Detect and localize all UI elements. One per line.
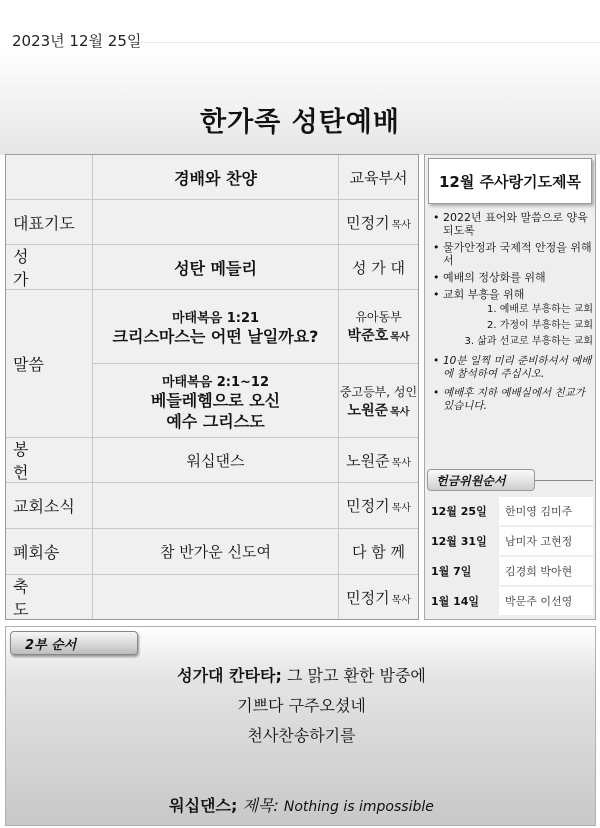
leader-title: 목사: [391, 503, 411, 514]
page-title: 한가족 성탄예배: [200, 107, 400, 138]
order-leader: [339, 483, 418, 528]
second-service-title: 2부 순서: [10, 631, 138, 655]
order-leader: 다 함 께: [351, 543, 405, 561]
order-content: 경배와 찬양: [93, 155, 339, 199]
order-content: 성탄 메들리: [93, 245, 339, 289]
bulletin-date: 2023년 12월 25일: [12, 32, 142, 50]
order-row-sermon: [6, 290, 418, 438]
leader-name: 민정기: [346, 213, 390, 232]
offering-date: 1월 7일: [431, 565, 472, 578]
sermon-adult: [93, 364, 418, 438]
worship-dance-line: [6, 793, 597, 816]
prayer-sub-item: 2. 가정이 부흥하는 교회: [486, 320, 593, 331]
offering-row: [427, 587, 593, 615]
choir-song-line: 천사찬송하기를: [247, 726, 356, 745]
offering-row: [427, 557, 593, 585]
dance-title: Nothing is impossible: [283, 799, 434, 815]
order-content: [93, 483, 339, 528]
preacher-name: 박준호: [347, 328, 389, 344]
order-row-benediction: [6, 575, 418, 619]
audience-dept: 유아동부: [355, 310, 402, 324]
order-content: [93, 200, 339, 244]
order-item: [6, 155, 93, 199]
prayer-item: • 예배의 정상화를 위해: [433, 271, 546, 284]
order-content: 워십댄스: [93, 438, 339, 482]
header-rule: [140, 42, 600, 43]
order-row-news: [6, 483, 418, 529]
order-item: 대표기도: [6, 200, 93, 244]
order-item: 말씀: [6, 290, 93, 437]
order-row-closing-hymn: [6, 529, 418, 575]
leader-title: 목사: [391, 219, 411, 231]
order-content: [93, 575, 339, 619]
choir-cantata-line: [6, 663, 597, 686]
order-leader: [339, 575, 418, 619]
sermon-title-line1: 베들레헴으로 오신: [150, 390, 281, 410]
prayer-topics-title: 12월 주사랑기도제목: [428, 158, 592, 204]
leader-title: 목사: [391, 457, 411, 469]
audience-dept: 중고등부, 성인: [339, 384, 418, 399]
order-item: 성 가: [6, 245, 93, 289]
order-leader: [339, 200, 418, 244]
order-item: 축 도: [6, 575, 93, 619]
notice-item: • 예배후 지하 예배실에서 친교가 있습니다.: [433, 387, 585, 412]
notice-item: • 10분 일찍 미리 준비하셔서 예배에 참석하여 주십시오.: [433, 355, 592, 380]
order-row-choir: [6, 245, 418, 290]
second-service-section: [5, 626, 596, 826]
order-content: 참 반가운 신도여: [93, 529, 339, 574]
order-row-prayer: [6, 200, 418, 245]
prayer-item: • 교회 부흥을 위해: [433, 288, 525, 301]
order-leader: 교육부서: [349, 168, 408, 187]
leader-name: 노원준: [346, 451, 390, 470]
order-leader: [339, 438, 418, 482]
prayer-item: • 물가안정과 국제적 안정을 위해서: [433, 241, 592, 267]
prayer-item: • 2022년 표어와 말씀으로 양육되도록: [433, 211, 588, 237]
sermon-title-line2: 예수 그리스도: [166, 411, 265, 431]
order-of-worship-table: [5, 154, 419, 620]
leader-name: 민정기: [346, 588, 390, 607]
order-row-offering: [6, 438, 418, 483]
order-item: 봉 헌: [6, 438, 93, 482]
offering-committee-title: 헌금위원순서: [427, 469, 535, 491]
offering-date: 1월 14일: [431, 595, 480, 608]
order-item: 교회소식: [6, 483, 93, 528]
offering-row: [427, 497, 593, 525]
sermon-youth: [93, 290, 418, 364]
prayer-sub-item: 1. 예배로 부흥하는 교회: [486, 304, 593, 315]
scripture-reference: 마태복음 1:21: [171, 310, 260, 326]
leader-name: 민정기: [346, 497, 390, 515]
leader-title: 목사: [391, 594, 411, 606]
offering-date: 12월 31일: [431, 535, 487, 548]
order-item: 폐회송: [6, 529, 93, 574]
choir-label: 성가대 칸타타;: [177, 666, 282, 685]
choir-song-line: 기쁘다 구주오셨네: [237, 696, 366, 715]
dance-label: 워십댄스;: [169, 796, 238, 815]
order-row-praise: [6, 155, 418, 200]
offering-names: 박문주 이선영: [499, 587, 593, 615]
prayer-topics-panel: [424, 154, 596, 620]
offering-rule: [535, 480, 593, 481]
offering-row: [427, 527, 593, 555]
preacher-name: 노원준: [347, 402, 389, 419]
sermon-title: 크리스마스는 어떤 날일까요?: [112, 326, 319, 346]
choir-song: 그 맑고 환한 밤중에: [286, 666, 426, 685]
preacher-title: 목사: [390, 406, 410, 418]
offering-names: 김경희 박아현: [499, 557, 593, 585]
offering-names: 남미자 고현정: [499, 527, 593, 555]
scripture-reference: 마태복음 2:1~12: [161, 374, 270, 390]
order-leader: 성 가 대: [351, 258, 405, 277]
dance-title-label: 제목:: [242, 796, 279, 815]
prayer-topics-list: [433, 207, 593, 413]
offering-names: 한미영 김미주: [499, 497, 593, 525]
offering-date: 12월 25일: [431, 505, 487, 518]
preacher-title: 목사: [390, 332, 410, 343]
prayer-sub-item: 3. 삶과 선교로 부흥하는 교회: [464, 336, 593, 347]
